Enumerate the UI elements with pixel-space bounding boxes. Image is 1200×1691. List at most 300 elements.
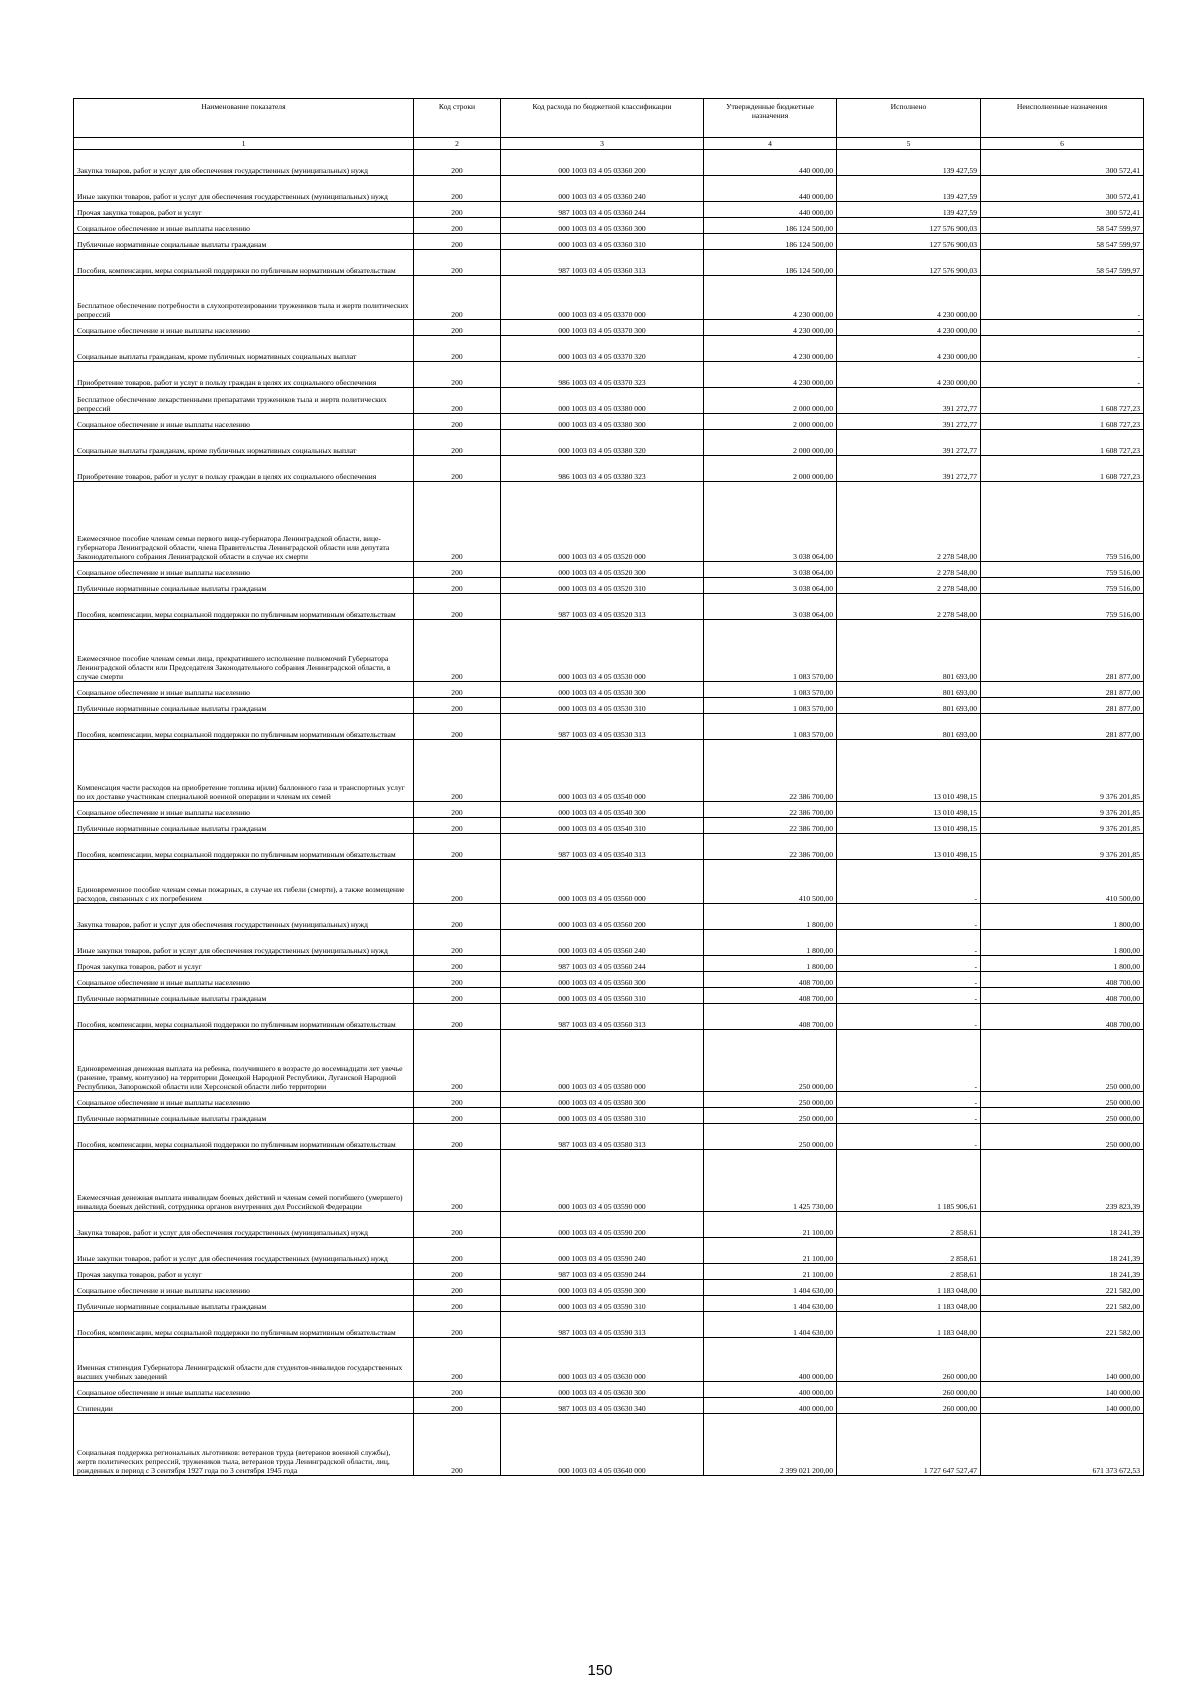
row-line-code: 200: [414, 956, 501, 972]
row-name: Пособия, компенсации, меры социальной поддержки по публичным нормативным обязательствам: [74, 714, 414, 740]
row-approved: 3 038 064,00: [704, 594, 837, 620]
column-number: 3: [501, 138, 704, 150]
table-row: [74, 1108, 1144, 1124]
row-name: Социальное обеспечение и иные выплаты населению: [74, 218, 414, 234]
row-budget-code: 000 1003 03 4 05 03370 000: [501, 276, 704, 320]
row-approved: 1 083 570,00: [704, 698, 837, 714]
row-unexecuted: 18 241,39: [981, 1212, 1144, 1238]
row-executed: 1 185 906,61: [837, 1150, 981, 1212]
row-name: Единовременное пособие членам семьи пожарных, в случае их гибели (смерти), а также возмещение расходов, связанных с их погребением: [74, 860, 414, 904]
row-line-code: 200: [414, 562, 501, 578]
row-unexecuted: 1 608 727,23: [981, 430, 1144, 456]
row-executed: 4 230 000,00: [837, 336, 981, 362]
row-executed: 2 858,61: [837, 1212, 981, 1238]
row-name: Социальное обеспечение и иные выплаты населению: [74, 414, 414, 430]
row-unexecuted: 408 700,00: [981, 988, 1144, 1004]
row-line-code: 200: [414, 1398, 501, 1414]
row-executed: 4 230 000,00: [837, 362, 981, 388]
row-line-code: 200: [414, 1264, 501, 1280]
row-line-code: 200: [414, 1414, 501, 1476]
row-name: Пособия, компенсации, меры социальной поддержки по публичным нормативным обязательствам: [74, 1004, 414, 1030]
row-name: Пособия, компенсации, меры социальной поддержки по публичным нормативным обязательствам: [74, 834, 414, 860]
header-indicator-name: Наименование показателя: [74, 99, 414, 138]
row-unexecuted: 140 000,00: [981, 1338, 1144, 1382]
row-budget-code: 000 1003 03 4 05 03560 310: [501, 988, 704, 1004]
row-executed: 801 693,00: [837, 620, 981, 682]
row-unexecuted: 408 700,00: [981, 1004, 1144, 1030]
row-name: Прочая закупка товаров, работ и услуг: [74, 1264, 414, 1280]
table-row: [74, 698, 1144, 714]
row-unexecuted: 281 877,00: [981, 682, 1144, 698]
row-budget-code: 000 1003 03 4 05 03360 200: [501, 150, 704, 176]
row-budget-code: 000 1003 03 4 05 03630 000: [501, 1338, 704, 1382]
header-executed: Исполнено: [837, 99, 981, 138]
row-approved: 22 386 700,00: [704, 740, 837, 802]
row-budget-code: 000 1003 03 4 05 03380 000: [501, 388, 704, 414]
row-budget-code: 000 1003 03 4 05 03540 310: [501, 818, 704, 834]
row-approved: 1 800,00: [704, 904, 837, 930]
table-body: [74, 150, 1144, 1476]
row-line-code: 200: [414, 1280, 501, 1296]
table-row: [74, 1338, 1144, 1382]
row-unexecuted: 250 000,00: [981, 1030, 1144, 1092]
table-row: [74, 234, 1144, 250]
row-executed: -: [837, 930, 981, 956]
row-unexecuted: 410 500,00: [981, 860, 1144, 904]
row-unexecuted: 221 582,00: [981, 1280, 1144, 1296]
row-executed: 4 230 000,00: [837, 276, 981, 320]
row-approved: 2 000 000,00: [704, 388, 837, 414]
row-unexecuted: 759 516,00: [981, 482, 1144, 562]
row-name: Бесплатное обеспечение потребности в слухопротезировании тружеников тыла и жертв политических репрессий: [74, 276, 414, 320]
row-line-code: 200: [414, 388, 501, 414]
row-name: Социальное обеспечение и иные выплаты населению: [74, 1280, 414, 1296]
row-line-code: 200: [414, 1092, 501, 1108]
row-executed: 2 278 548,00: [837, 594, 981, 620]
row-line-code: 200: [414, 904, 501, 930]
row-line-code: 200: [414, 1030, 501, 1092]
row-line-code: 200: [414, 988, 501, 1004]
row-name: Социальное обеспечение и иные выплаты населению: [74, 802, 414, 818]
row-budget-code: 987 1003 03 4 05 03560 244: [501, 956, 704, 972]
header-unexecuted: Неисполненные назначения: [981, 99, 1144, 138]
row-line-code: 200: [414, 234, 501, 250]
row-executed: 1 183 048,00: [837, 1296, 981, 1312]
row-name: Социальное обеспечение и иные выплаты населению: [74, 562, 414, 578]
row-budget-code: 000 1003 03 4 05 03540 000: [501, 740, 704, 802]
row-line-code: 200: [414, 972, 501, 988]
row-unexecuted: 9 376 201,85: [981, 740, 1144, 802]
column-number: 5: [837, 138, 981, 150]
row-approved: 250 000,00: [704, 1030, 837, 1092]
row-approved: 22 386 700,00: [704, 802, 837, 818]
table-row: [74, 1296, 1144, 1312]
row-approved: 400 000,00: [704, 1338, 837, 1382]
row-unexecuted: 408 700,00: [981, 972, 1144, 988]
row-executed: 127 576 900,03: [837, 218, 981, 234]
row-approved: 1 083 570,00: [704, 620, 837, 682]
row-unexecuted: 281 877,00: [981, 620, 1144, 682]
row-executed: 391 272,77: [837, 388, 981, 414]
row-unexecuted: -: [981, 320, 1144, 336]
row-approved: 1 083 570,00: [704, 682, 837, 698]
row-name: Социальное обеспечение и иные выплаты населению: [74, 682, 414, 698]
row-budget-code: 000 1003 03 4 05 03580 310: [501, 1108, 704, 1124]
row-unexecuted: 9 376 201,85: [981, 818, 1144, 834]
table-row: [74, 1312, 1144, 1338]
column-number: 2: [414, 138, 501, 150]
row-budget-code: 000 1003 03 4 05 03580 000: [501, 1030, 704, 1092]
row-line-code: 200: [414, 1124, 501, 1150]
row-budget-code: 000 1003 03 4 05 03380 320: [501, 430, 704, 456]
row-approved: 21 100,00: [704, 1212, 837, 1238]
row-executed: 801 693,00: [837, 698, 981, 714]
row-unexecuted: 140 000,00: [981, 1382, 1144, 1398]
table-row: [74, 276, 1144, 320]
row-budget-code: 000 1003 03 4 05 03530 300: [501, 682, 704, 698]
row-unexecuted: 300 572,41: [981, 150, 1144, 176]
table-row: [74, 362, 1144, 388]
row-approved: 400 000,00: [704, 1382, 837, 1398]
row-name: Публичные нормативные социальные выплаты гражданам: [74, 818, 414, 834]
table-row: [74, 972, 1144, 988]
row-budget-code: 000 1003 03 4 05 03540 300: [501, 802, 704, 818]
budget-execution-table: [73, 98, 1144, 1476]
row-line-code: 200: [414, 276, 501, 320]
row-approved: 250 000,00: [704, 1092, 837, 1108]
row-unexecuted: 1 608 727,23: [981, 388, 1144, 414]
table-row: [74, 1414, 1144, 1476]
row-executed: 1 727 647 527,47: [837, 1414, 981, 1476]
row-line-code: 200: [414, 414, 501, 430]
table-row: [74, 1382, 1144, 1398]
row-line-code: 200: [414, 250, 501, 276]
row-name: Публичные нормативные социальные выплаты гражданам: [74, 578, 414, 594]
row-executed: -: [837, 956, 981, 972]
row-approved: 4 230 000,00: [704, 336, 837, 362]
row-approved: 1 404 630,00: [704, 1296, 837, 1312]
row-name: Стипендии: [74, 1398, 414, 1414]
row-unexecuted: 759 516,00: [981, 562, 1144, 578]
row-executed: 127 576 900,03: [837, 234, 981, 250]
row-budget-code: 000 1003 03 4 05 03520 300: [501, 562, 704, 578]
table-row: [74, 456, 1144, 482]
row-unexecuted: -: [981, 362, 1144, 388]
row-budget-code: 987 1003 03 4 05 03360 244: [501, 202, 704, 218]
column-number: 1: [74, 138, 414, 150]
table-row: [74, 1264, 1144, 1280]
row-line-code: 200: [414, 860, 501, 904]
row-line-code: 200: [414, 930, 501, 956]
table-row: [74, 218, 1144, 234]
header-budget-code: Код расхода по бюджетной классификации: [501, 99, 704, 138]
row-approved: 1 083 570,00: [704, 714, 837, 740]
row-budget-code: 000 1003 03 4 05 03360 310: [501, 234, 704, 250]
row-approved: 440 000,00: [704, 176, 837, 202]
row-approved: 250 000,00: [704, 1124, 837, 1150]
row-approved: 2 399 021 200,00: [704, 1414, 837, 1476]
row-budget-code: 986 1003 03 4 05 03380 323: [501, 456, 704, 482]
table-row: [74, 682, 1144, 698]
row-line-code: 200: [414, 1004, 501, 1030]
row-budget-code: 987 1003 03 4 05 03590 244: [501, 1264, 704, 1280]
row-unexecuted: 1 608 727,23: [981, 414, 1144, 430]
row-approved: 186 124 500,00: [704, 218, 837, 234]
row-executed: 139 427,59: [837, 202, 981, 218]
row-name: Социальные выплаты гражданам, кроме публичных нормативных социальных выплат: [74, 430, 414, 456]
table-row: [74, 834, 1144, 860]
row-line-code: 200: [414, 150, 501, 176]
row-line-code: 200: [414, 362, 501, 388]
row-approved: 3 038 064,00: [704, 482, 837, 562]
row-unexecuted: 239 823,39: [981, 1150, 1144, 1212]
row-line-code: 200: [414, 698, 501, 714]
row-line-code: 200: [414, 430, 501, 456]
row-line-code: 200: [414, 320, 501, 336]
table-row: [74, 482, 1144, 562]
row-unexecuted: 1 800,00: [981, 930, 1144, 956]
row-line-code: 200: [414, 1238, 501, 1264]
row-line-code: 200: [414, 818, 501, 834]
row-budget-code: 000 1003 03 4 05 03560 200: [501, 904, 704, 930]
row-unexecuted: 18 241,39: [981, 1238, 1144, 1264]
row-budget-code: 000 1003 03 4 05 03580 300: [501, 1092, 704, 1108]
table-row: [74, 988, 1144, 1004]
row-executed: 801 693,00: [837, 682, 981, 698]
table-row: [74, 1238, 1144, 1264]
row-approved: 4 230 000,00: [704, 362, 837, 388]
row-line-code: 200: [414, 594, 501, 620]
row-line-code: 200: [414, 176, 501, 202]
header-row: [74, 99, 1144, 138]
row-name: Публичные нормативные социальные выплаты гражданам: [74, 1108, 414, 1124]
row-unexecuted: 221 582,00: [981, 1312, 1144, 1338]
row-budget-code: 000 1003 03 4 05 03360 300: [501, 218, 704, 234]
table-row: [74, 336, 1144, 362]
row-executed: -: [837, 1092, 981, 1108]
row-executed: -: [837, 988, 981, 1004]
table-row: [74, 714, 1144, 740]
row-budget-code: 000 1003 03 4 05 03590 300: [501, 1280, 704, 1296]
table-row: [74, 802, 1144, 818]
row-approved: 408 700,00: [704, 988, 837, 1004]
table-row: [74, 904, 1144, 930]
row-executed: 13 010 498,15: [837, 818, 981, 834]
row-approved: 408 700,00: [704, 972, 837, 988]
table-row: [74, 860, 1144, 904]
table-row: [74, 818, 1144, 834]
row-name: Пособия, компенсации, меры социальной поддержки по публичным нормативным обязательствам: [74, 594, 414, 620]
table-row: [74, 562, 1144, 578]
row-unexecuted: 1 800,00: [981, 956, 1144, 972]
row-budget-code: 987 1003 03 4 05 03540 313: [501, 834, 704, 860]
row-budget-code: 000 1003 03 4 05 03380 300: [501, 414, 704, 430]
row-executed: -: [837, 1030, 981, 1092]
row-unexecuted: 281 877,00: [981, 714, 1144, 740]
column-number: 6: [981, 138, 1144, 150]
table-row: [74, 1030, 1144, 1092]
row-unexecuted: 58 547 599,97: [981, 234, 1144, 250]
row-unexecuted: 9 376 201,85: [981, 834, 1144, 860]
row-name: Бесплатное обеспечение лекарственными препаратами тружеников тыла и жертв политических репрессий: [74, 388, 414, 414]
row-line-code: 200: [414, 620, 501, 682]
row-line-code: 200: [414, 1296, 501, 1312]
row-approved: 186 124 500,00: [704, 250, 837, 276]
row-budget-code: 000 1003 03 4 05 03530 310: [501, 698, 704, 714]
table-row: [74, 1124, 1144, 1150]
row-line-code: 200: [414, 1108, 501, 1124]
row-name: Социальная поддержка региональных льготников: ветеранов труда (ветеранов военной службы), жертв политических репрессий, тружеников тыла, ветеранов труда Ленинградской области, лиц, рожденных в период с 3 сентября 1927 года по 3 сентября 1945 года: [74, 1414, 414, 1476]
row-unexecuted: 1 608 727,23: [981, 456, 1144, 482]
row-executed: 1 183 048,00: [837, 1312, 981, 1338]
row-name: Единовременная денежная выплата на ребенка, получившего в возрасте до восемнадцати лет увечье (ранение, травму, контузию) на территории Донецкой Народной Республики, Луганской Народной Республики, Запорожской области или Херсонской области либо территории: [74, 1030, 414, 1092]
row-budget-code: 000 1003 03 4 05 03630 300: [501, 1382, 704, 1398]
row-line-code: 200: [414, 1212, 501, 1238]
row-approved: 1 800,00: [704, 956, 837, 972]
row-name: Ежемесячное пособие членам семьи первого вице-губернатора Ленинградской области, вице-губернатора Ленинградской области, члена Правительства Ленинградской области или депутата Законодательного собрания Ленинградской области в случае их смерти: [74, 482, 414, 562]
row-budget-code: 000 1003 03 4 05 03370 320: [501, 336, 704, 362]
row-budget-code: 000 1003 03 4 05 03560 300: [501, 972, 704, 988]
table-row: [74, 1398, 1144, 1414]
row-executed: 139 427,59: [837, 176, 981, 202]
row-budget-code: 987 1003 03 4 05 03520 313: [501, 594, 704, 620]
row-approved: 22 386 700,00: [704, 834, 837, 860]
row-budget-code: 987 1003 03 4 05 03530 313: [501, 714, 704, 740]
row-approved: 440 000,00: [704, 202, 837, 218]
row-approved: 21 100,00: [704, 1264, 837, 1280]
table-row: [74, 740, 1144, 802]
row-unexecuted: 300 572,41: [981, 176, 1144, 202]
row-name: Публичные нормативные социальные выплаты гражданам: [74, 1296, 414, 1312]
row-name: Пособия, компенсации, меры социальной поддержки по публичным нормативным обязательствам: [74, 250, 414, 276]
row-executed: -: [837, 1108, 981, 1124]
row-budget-code: 000 1003 03 4 05 03590 240: [501, 1238, 704, 1264]
table-row: [74, 1092, 1144, 1108]
row-executed: 391 272,77: [837, 430, 981, 456]
row-name: Публичные нормативные социальные выплаты гражданам: [74, 988, 414, 1004]
row-executed: 391 272,77: [837, 414, 981, 430]
row-approved: 2 000 000,00: [704, 430, 837, 456]
row-unexecuted: 759 516,00: [981, 594, 1144, 620]
row-line-code: 200: [414, 1312, 501, 1338]
table-row: [74, 320, 1144, 336]
row-name: Ежемесячная денежная выплата инвалидам боевых действий и членам семей погибшего (умершего) инвалида боевых действий, сотрудника органов внутренних дел Российской Федерации: [74, 1150, 414, 1212]
row-budget-code: 000 1003 03 4 05 03590 200: [501, 1212, 704, 1238]
row-executed: -: [837, 860, 981, 904]
row-executed: 2 278 548,00: [837, 482, 981, 562]
row-executed: 13 010 498,15: [837, 802, 981, 818]
table-row: [74, 578, 1144, 594]
row-name: Компенсация части расходов на приобретение топлива и(или) баллонного газа и транспортных услуг по их доставке участникам специальной военной операции и членам их семей: [74, 740, 414, 802]
row-executed: 13 010 498,15: [837, 740, 981, 802]
row-executed: 1 183 048,00: [837, 1280, 981, 1296]
table-row: [74, 430, 1144, 456]
row-unexecuted: 250 000,00: [981, 1092, 1144, 1108]
row-name: Социальное обеспечение и иные выплаты населению: [74, 972, 414, 988]
table-row: [74, 176, 1144, 202]
row-approved: 1 404 630,00: [704, 1280, 837, 1296]
row-name: Социальное обеспечение и иные выплаты населению: [74, 1092, 414, 1108]
row-line-code: 200: [414, 1382, 501, 1398]
row-name: Закупка товаров, работ и услуг для обеспечения государственных (муниципальных) нужд: [74, 904, 414, 930]
table-row: [74, 250, 1144, 276]
table-row: [74, 1004, 1144, 1030]
row-executed: 260 000,00: [837, 1398, 981, 1414]
row-line-code: 200: [414, 202, 501, 218]
row-executed: -: [837, 904, 981, 930]
row-budget-code: 000 1003 03 4 05 03530 000: [501, 620, 704, 682]
row-budget-code: 000 1003 03 4 05 03360 240: [501, 176, 704, 202]
row-approved: 1 425 730,00: [704, 1150, 837, 1212]
row-budget-code: 987 1003 03 4 05 03630 340: [501, 1398, 704, 1414]
row-name: Ежемесячное пособие членам семьи лица, прекратившего исполнение полномочий Губернатора Ленинградской области или Председателя Законодательного собрания Ленинградской области, в случае смерти: [74, 620, 414, 682]
row-unexecuted: 759 516,00: [981, 578, 1144, 594]
row-unexecuted: 9 376 201,85: [981, 802, 1144, 818]
row-name: Прочая закупка товаров, работ и услуг: [74, 956, 414, 972]
row-budget-code: 987 1003 03 4 05 03560 313: [501, 1004, 704, 1030]
row-name: Приобретение товаров, работ и услуг в пользу граждан в целях их социального обеспечения: [74, 456, 414, 482]
header-approved: Утвержденные бюджетные назначения: [704, 99, 837, 138]
table-row: [74, 1212, 1144, 1238]
row-budget-code: 000 1003 03 4 05 03590 310: [501, 1296, 704, 1312]
row-approved: 408 700,00: [704, 1004, 837, 1030]
table-row: [74, 1280, 1144, 1296]
row-name: Иные закупки товаров, работ и услуг для обеспечения государственных (муниципальных) нужд: [74, 930, 414, 956]
row-approved: 3 038 064,00: [704, 562, 837, 578]
row-name: Приобретение товаров, работ и услуг в пользу граждан в целях их социального обеспечения: [74, 362, 414, 388]
row-executed: 2 858,61: [837, 1264, 981, 1280]
row-approved: 400 000,00: [704, 1398, 837, 1414]
row-unexecuted: 140 000,00: [981, 1398, 1144, 1414]
row-line-code: 200: [414, 802, 501, 818]
row-approved: 2 000 000,00: [704, 414, 837, 430]
row-line-code: 200: [414, 834, 501, 860]
row-name: Иные закупки товаров, работ и услуг для обеспечения государственных (муниципальных) нужд: [74, 176, 414, 202]
row-name: Закупка товаров, работ и услуг для обеспечения государственных (муниципальных) нужд: [74, 1212, 414, 1238]
row-unexecuted: 671 373 672,53: [981, 1414, 1144, 1476]
row-unexecuted: -: [981, 336, 1144, 362]
row-executed: 2 858,61: [837, 1238, 981, 1264]
row-approved: 21 100,00: [704, 1238, 837, 1264]
row-budget-code: 000 1003 03 4 05 03560 240: [501, 930, 704, 956]
row-budget-code: 000 1003 03 4 05 03590 000: [501, 1150, 704, 1212]
row-line-code: 200: [414, 682, 501, 698]
row-name: Пособия, компенсации, меры социальной поддержки по публичным нормативным обязательствам: [74, 1312, 414, 1338]
row-budget-code: 000 1003 03 4 05 03640 000: [501, 1414, 704, 1476]
row-line-code: 200: [414, 218, 501, 234]
row-executed: -: [837, 1124, 981, 1150]
row-line-code: 200: [414, 1338, 501, 1382]
table-row: [74, 414, 1144, 430]
row-executed: 391 272,77: [837, 456, 981, 482]
table-row: [74, 930, 1144, 956]
row-name: Прочая закупка товаров, работ и услуг: [74, 202, 414, 218]
row-approved: 410 500,00: [704, 860, 837, 904]
row-executed: 2 278 548,00: [837, 562, 981, 578]
row-budget-code: 000 1003 03 4 05 03370 300: [501, 320, 704, 336]
row-name: Публичные нормативные социальные выплаты гражданам: [74, 698, 414, 714]
row-line-code: 200: [414, 1150, 501, 1212]
table-row: [74, 150, 1144, 176]
row-budget-code: 987 1003 03 4 05 03590 313: [501, 1312, 704, 1338]
row-unexecuted: 250 000,00: [981, 1124, 1144, 1150]
table-row: [74, 956, 1144, 972]
row-name: Именная стипендия Губернатора Ленинградской области для студентов-инвалидов государственных высших учебных заведений: [74, 1338, 414, 1382]
row-executed: -: [837, 1004, 981, 1030]
row-budget-code: 986 1003 03 4 05 03370 323: [501, 362, 704, 388]
row-line-code: 200: [414, 714, 501, 740]
row-name: Публичные нормативные социальные выплаты гражданам: [74, 234, 414, 250]
